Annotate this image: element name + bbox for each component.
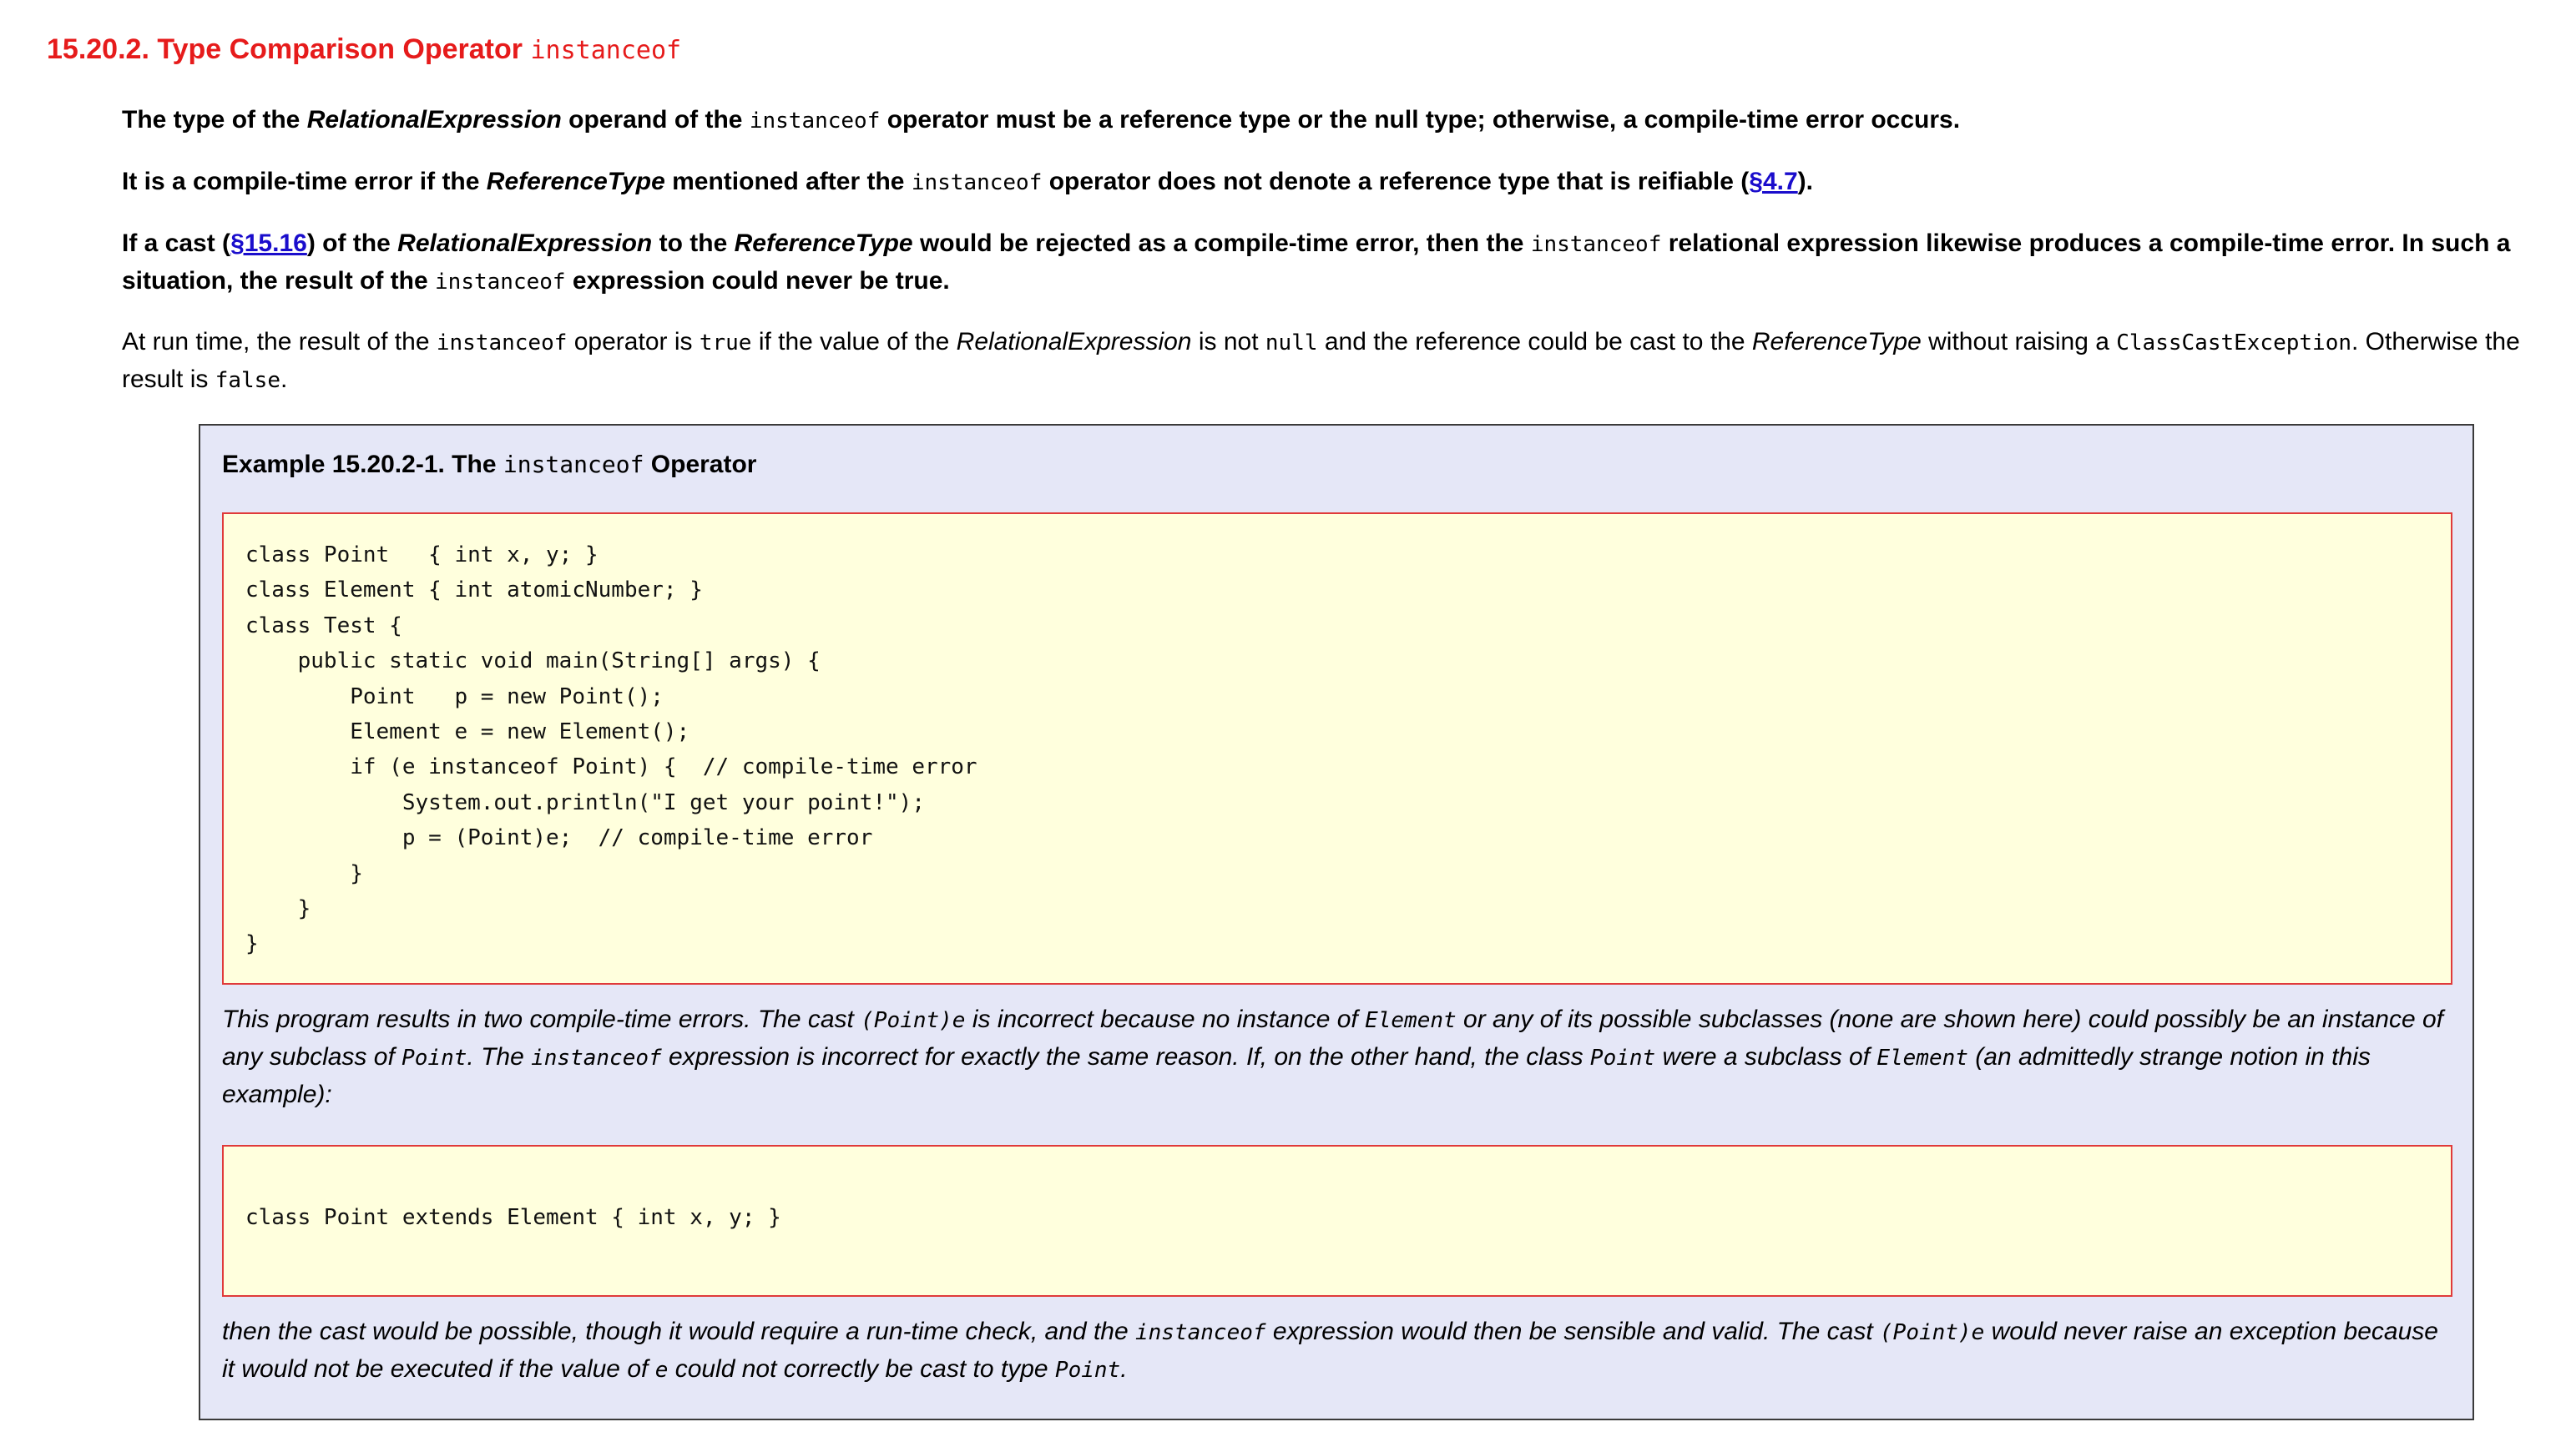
example-title	[222, 451, 756, 479]
example-explanation	[222, 1001, 2451, 1112]
code-block-test-program	[222, 512, 2452, 985]
code-instanceof: instanceof	[503, 451, 644, 478]
code-point: Point	[402, 1046, 467, 1071]
text: ) of the	[306, 229, 391, 257]
text: would never raise an exception because it would not be executed if the value of	[222, 1318, 2438, 1383]
code-true: true	[699, 330, 752, 355]
text: (an admittedly strange notion in this example):	[222, 1043, 2371, 1108]
text: or any of its possible subclasses (none are shown here) could possibly be an instance of any subclass of	[222, 1006, 2444, 1071]
section-heading	[47, 33, 681, 66]
code-class-cast-exception: ClassCastException	[2116, 330, 2352, 355]
text: would be rejected as a compile-time error, then the	[919, 229, 1524, 257]
text: could not correctly be cast to type	[674, 1355, 1048, 1383]
code-instanceof: instanceof	[911, 170, 1043, 195]
text: At run time, the result of the	[122, 328, 430, 355]
code-instanceof: instanceof	[435, 270, 566, 295]
code-instanceof: instanceof	[1530, 232, 1662, 257]
text: without raising a	[1928, 328, 2109, 355]
text: operator does not denote a reference type that is reifiable (	[1048, 168, 1750, 195]
link-section-4-7[interactable]: §4.7	[1749, 168, 1798, 195]
term-relational-expression: RelationalExpression	[397, 229, 653, 257]
text: were a subclass of	[1662, 1043, 1870, 1071]
text: ).	[1797, 168, 1813, 195]
text: is incorrect because no instance of	[972, 1006, 1358, 1033]
text: to the	[659, 229, 728, 257]
code-element: Element	[1365, 1008, 1457, 1033]
code-block-point-extends	[222, 1145, 2452, 1297]
text: expression would then be sensible and valid. The cast	[1272, 1318, 1873, 1345]
term-relational-expression: RelationalExpression	[956, 328, 1192, 355]
text: .	[1120, 1355, 1128, 1383]
code-point: Point	[1589, 1046, 1656, 1071]
code-instanceof: instanceof	[531, 1046, 662, 1071]
code-instanceof: instanceof	[1135, 1320, 1266, 1345]
text: If a cast (	[122, 229, 231, 257]
text: expression could never be true.	[572, 267, 950, 295]
code-false: false	[215, 368, 280, 393]
text: .	[280, 366, 288, 393]
paragraph-reifiable	[122, 164, 2551, 201]
text: mentioned after the	[672, 168, 905, 195]
code-instanceof: instanceof	[749, 108, 881, 134]
example-conclusion	[222, 1313, 2451, 1389]
term-relational-expression: RelationalExpression	[306, 106, 562, 134]
code-point-cast: (Point)e	[861, 1008, 966, 1033]
text: This program results in two compile-time errors. The cast	[222, 1006, 854, 1033]
text: if the value of the	[758, 328, 950, 355]
heading-title: 15.20.2. Type Comparison Operator	[47, 33, 523, 65]
text: . The	[467, 1043, 524, 1071]
code-element: Element	[1876, 1046, 1968, 1071]
text: expression is incorrect for exactly the same reason. If, on the other hand, the class	[669, 1043, 1583, 1071]
term-reference-type: ReferenceType	[1751, 328, 1922, 355]
text: operator is	[573, 328, 693, 355]
paragraph-cast-rejected	[122, 225, 2551, 300]
text: The type of the	[122, 106, 301, 134]
term-reference-type: ReferenceType	[486, 168, 665, 195]
text: then the cast would be possible, though it would require a run-time check, and the	[222, 1318, 1129, 1345]
text: operator must be a reference type or the null type; otherwise, a compile-time error occurs.	[886, 106, 1961, 134]
text: It is a compile-time error if the	[122, 168, 480, 195]
text: Operator	[650, 451, 757, 478]
paragraph-operand-type	[122, 102, 2551, 139]
text: operand of the	[568, 106, 743, 134]
term-reference-type: ReferenceType	[734, 229, 913, 257]
text: relational expression likewise produces a compile-time error. In such a situation, the result of the	[122, 229, 2511, 295]
example-box	[199, 424, 2474, 1420]
text: and the reference could be cast to the	[1324, 328, 1745, 355]
heading-code: instanceof	[530, 36, 682, 65]
code-null: null	[1265, 330, 1318, 355]
code-listing: class Point extends Element { int x, y; }	[245, 1205, 781, 1230]
code-listing: class Point { int x, y; } class Element { int atomicNumber; } class Test { public static void main(String[] args) { Point p = new Point(); Element e = new Element(); if (e instanceof Point) { // compile-time error System.out.println("I get your point!"); p = (Point)e; // compile-time error } } }	[245, 542, 977, 957]
link-section-15-16[interactable]: §15.16	[230, 229, 307, 257]
text: Example 15.20.2-1. The	[222, 451, 497, 478]
code-point-cast: (Point)e	[1880, 1320, 1985, 1345]
text: is not	[1198, 328, 1259, 355]
code-e: e	[654, 1358, 669, 1383]
paragraph-run-time	[122, 324, 2551, 399]
code-instanceof: instanceof	[436, 330, 568, 355]
text: . Otherwise the result is	[122, 328, 2520, 393]
code-point: Point	[1054, 1358, 1121, 1383]
